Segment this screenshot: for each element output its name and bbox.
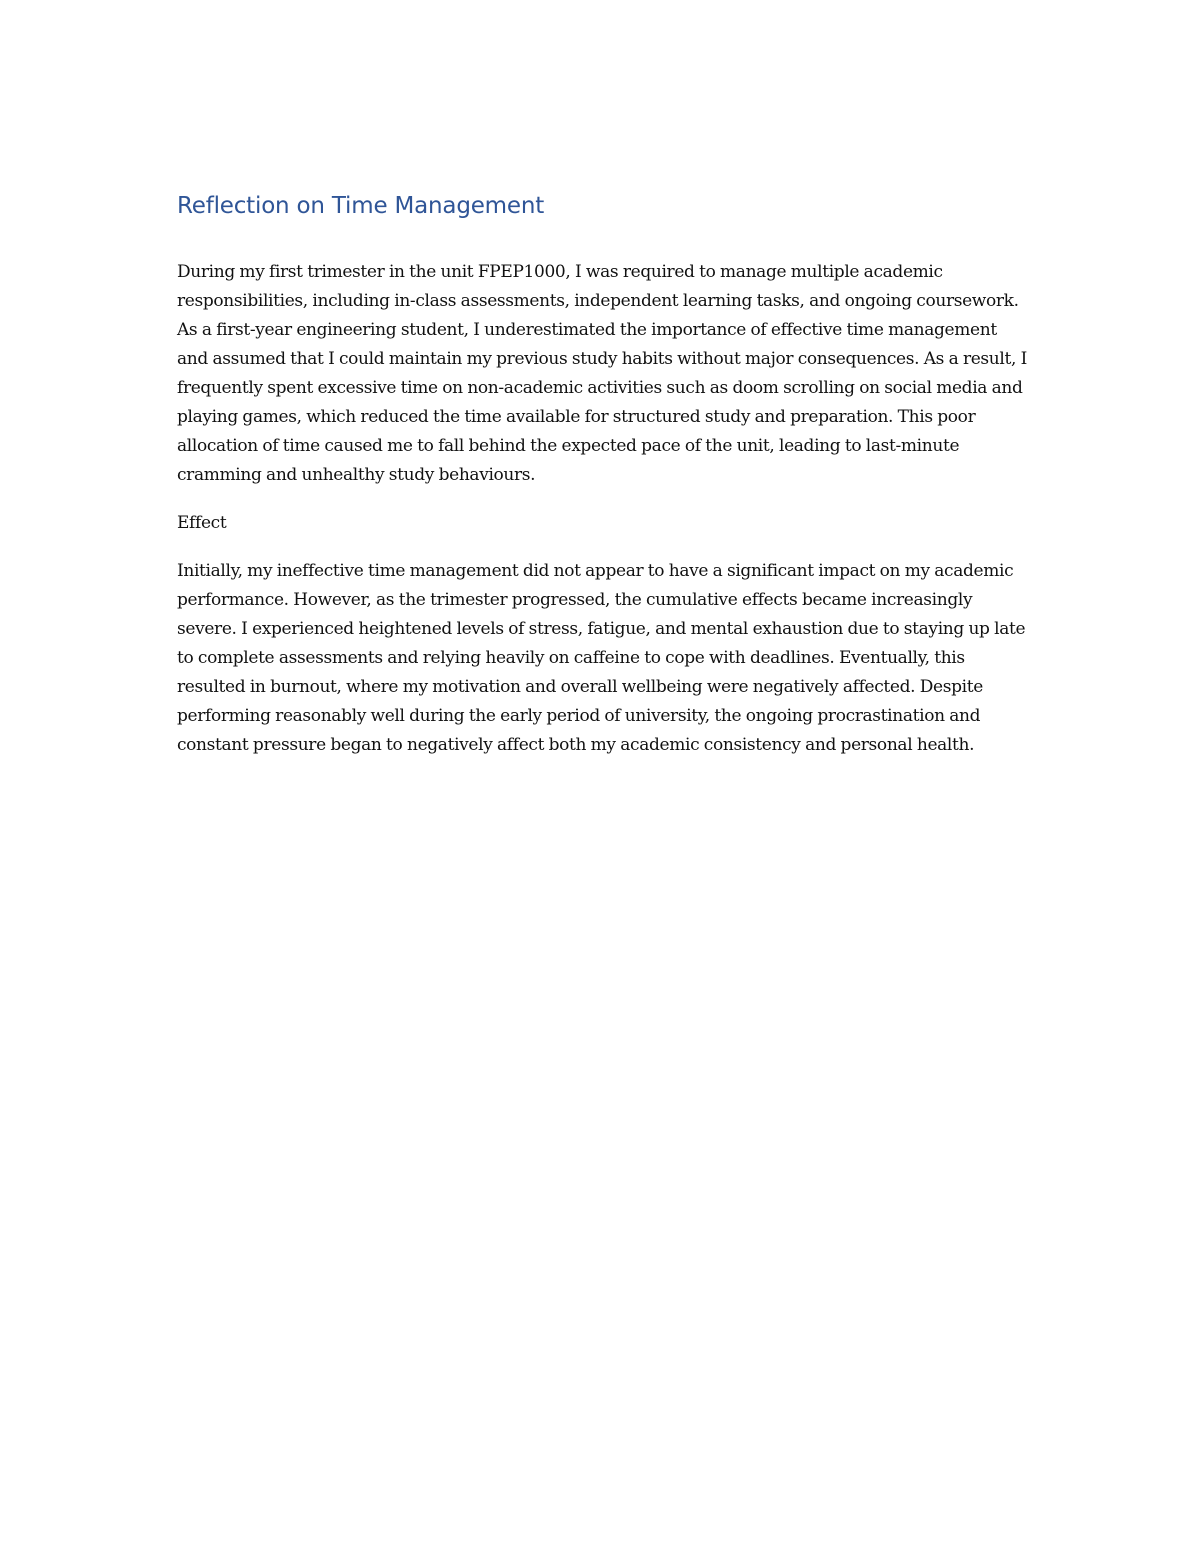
- document-title: Reflection on Time Management: [177, 193, 545, 219]
- effect-subheading: Effect: [177, 513, 227, 533]
- document-body: [177, 188, 1029, 779]
- effect-paragraph: Initially, my ineffective time management did not appear to have a significant impact on my academic performance. However, as the trimester progressed, the cumulative effects became increasingly severe. I experienced heightened levels of stress, fatigue, and mental exhaustion due to staying up late to complete assessments and relying heavily on caffeine to cope with deadlines. Eventually, this resulted in burnout, where my motivation and overall wellbeing were negatively affected. Despite performing reasonably well during the early period of university, the ongoing procrastination and constant pressure began to negatively affect both my academic consistency and personal health.: [177, 561, 1026, 755]
- intro-paragraph: During my first trimester in the unit FPEP1000, I was required to manage multiple academic responsibilities, including in-class assessments, independent learning tasks, and ongoing coursework. As a first-year engineering student, I underestimated the importance of effective time management and assumed that I could maintain my previous study habits without major consequences. As a result, I frequently spent excessive time on non-academic activities such as doom scrolling on social media and playing games, which reduced the time available for structured study and preparation. This poor allocation of time caused me to fall behind the expected pace of the unit, leading to last-minute cramming and unhealthy study behaviours.: [177, 262, 1027, 485]
